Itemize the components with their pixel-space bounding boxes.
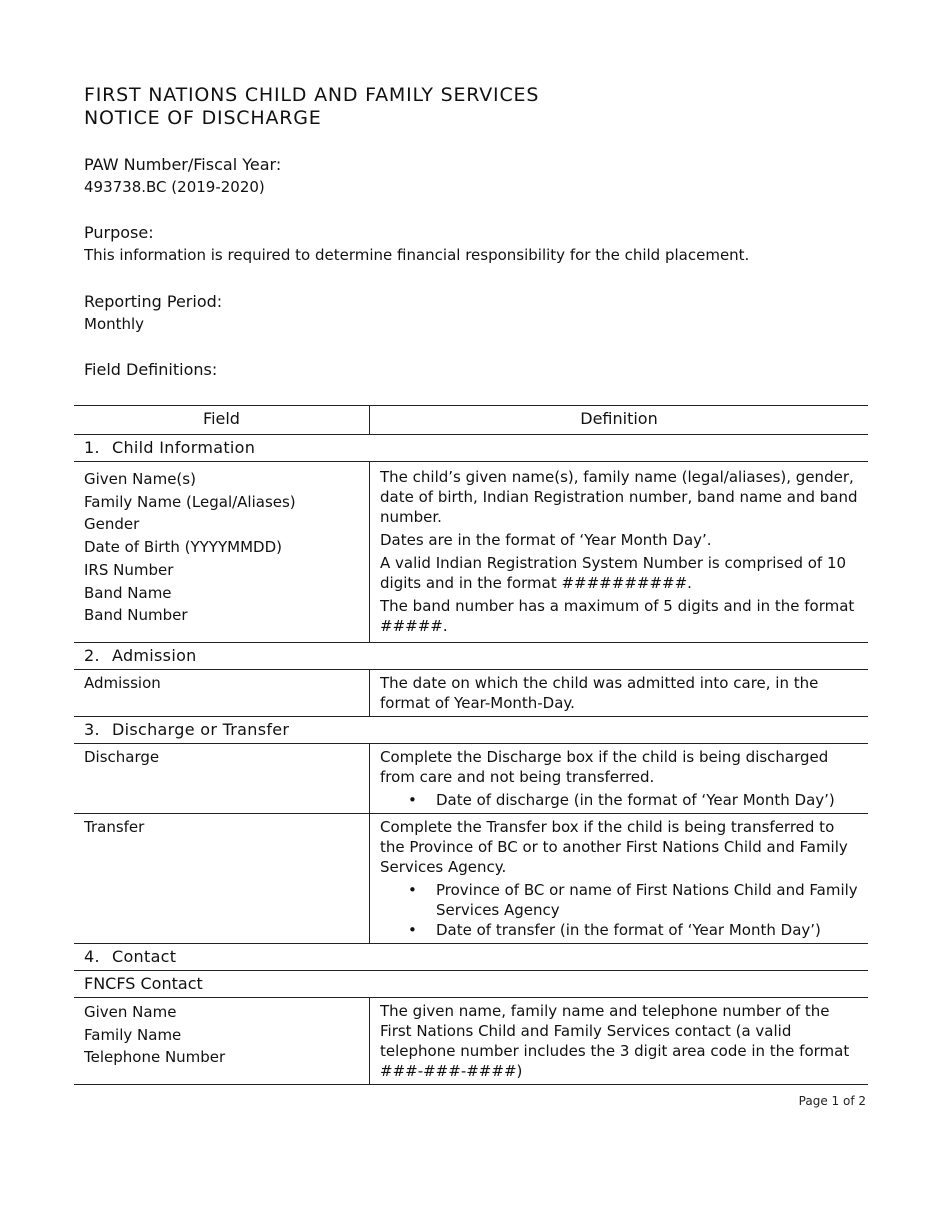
field-definitions-block: [84, 359, 217, 381]
section-title: Contact: [112, 947, 177, 966]
paw-label: PAW Number/Fiscal Year:: [84, 155, 282, 174]
reporting-value: Monthly: [84, 315, 145, 333]
section-number: 2.: [84, 646, 100, 665]
section-number: 1.: [84, 438, 100, 457]
table-row: [74, 462, 868, 643]
bullet-list: [380, 880, 862, 940]
field-definitions-table: [74, 405, 868, 1085]
field-name: Given Name(s): [84, 470, 196, 488]
purpose-value: This information is required to determine financial responsibility for the child placement.: [84, 246, 750, 264]
reporting-label: Reporting Period:: [84, 292, 223, 311]
column-header-field: Field: [74, 406, 370, 435]
section-heading-row: [74, 944, 868, 971]
subheading: FNCFS Contact: [74, 971, 868, 998]
field-name: Band Name: [84, 583, 172, 602]
field-cell: [74, 462, 370, 643]
field-cell: Transfer: [74, 814, 370, 944]
field-name: Date of Birth (YYYYMMDD): [84, 538, 282, 557]
definition-text: The band number has a maximum of 5 digits and in the format #####.: [380, 597, 855, 635]
section-number: 3.: [84, 720, 100, 739]
definition-cell: The given name, family name and telephone number of the First Nations Child and Family Services contact (a valid telephone number includes the 3 digit area code in the format ###-###-####): [370, 998, 869, 1085]
field-name: Telephone Number: [84, 1048, 226, 1067]
list-item-text: Date of transfer (in the format of ‘Year Month Day’): [436, 921, 821, 939]
section-heading-row: [74, 435, 868, 462]
table-row: [74, 744, 868, 814]
section-title: Child Information: [112, 438, 256, 457]
field-name: Gender: [84, 515, 140, 534]
reporting-block: [84, 291, 222, 335]
field-name: IRS Number: [84, 560, 174, 579]
field-name: Given Name: [84, 1003, 177, 1021]
subheading-row: [74, 971, 868, 998]
bullet-icon: •: [408, 791, 417, 809]
list-item: [380, 880, 862, 920]
section-title: Admission: [112, 646, 197, 665]
page-number: Page 1 of 2: [798, 1094, 866, 1108]
field-name: Family Name (Legal/Aliases): [84, 492, 296, 511]
purpose-block: [84, 222, 749, 266]
title-line-1: FIRST NATIONS CHILD AND FAMILY SERVICES: [84, 84, 540, 106]
definition-cell: [370, 744, 869, 814]
purpose-label: Purpose:: [84, 223, 154, 242]
bullet-icon: •: [408, 921, 417, 939]
list-item-text: Date of discharge (in the format of ‘Year Month Day’): [436, 791, 835, 809]
list-item: [380, 790, 862, 810]
paw-block: [84, 154, 281, 198]
definition-text: The child’s given name(s), family name (legal/aliases), gender, date of birth, Indian Registration number, band name and band number.: [380, 468, 858, 526]
field-cell: [74, 998, 370, 1085]
field-name: Band Number: [84, 606, 188, 625]
definition-text: A valid Indian Registration System Number is comprised of 10 digits and in the format ##########.: [380, 554, 847, 592]
bullet-list: [380, 790, 862, 810]
list-item-text: Province of BC or name of First Nations Child and Family Services Agency: [436, 881, 858, 919]
table-row: [74, 814, 868, 944]
table-header-row: [74, 406, 868, 435]
column-header-definition: Definition: [370, 406, 869, 435]
field-cell: Admission: [74, 670, 370, 717]
title-line-2: NOTICE OF DISCHARGE: [84, 107, 322, 129]
document-title: [84, 84, 539, 130]
section-heading-row: [74, 643, 868, 670]
field-cell: Discharge: [74, 744, 370, 814]
field-name: Family Name: [84, 1025, 182, 1044]
section-title: Discharge or Transfer: [112, 720, 290, 739]
section-heading-row: [74, 717, 868, 744]
definition-cell: [370, 462, 869, 643]
definition-text: Complete the Discharge box if the child is being discharged from care and not being transferred.: [380, 748, 829, 786]
table-row: [74, 998, 868, 1085]
bullet-icon: •: [408, 881, 417, 899]
section-number: 4.: [84, 947, 100, 966]
definition-cell: The date on which the child was admitted into care, in the format of Year-Month-Day.: [370, 670, 869, 717]
paw-value: 493738.BC (2019-2020): [84, 178, 265, 196]
table-row: [74, 670, 868, 717]
list-item: [380, 920, 862, 940]
definition-cell: [370, 814, 869, 944]
definition-text: Complete the Transfer box if the child is being transferred to the Province of BC or to another First Nations Child and Family Services Agency.: [380, 818, 848, 876]
definition-text: Dates are in the format of ‘Year Month Day’.: [380, 531, 712, 549]
field-definitions-label: Field Definitions:: [84, 360, 218, 379]
